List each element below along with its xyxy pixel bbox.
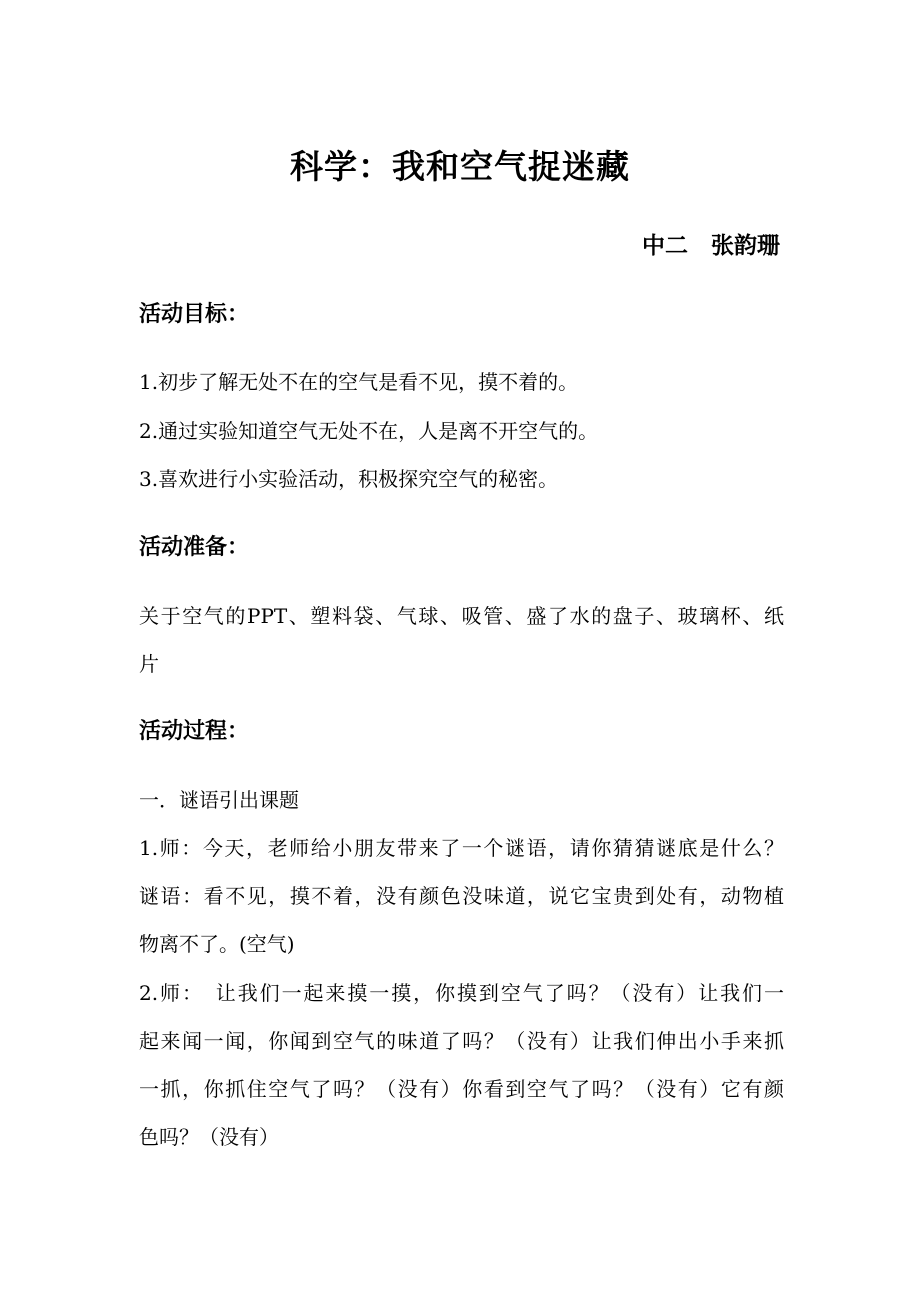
process-line: 2.师： 让我们一起来摸一摸，你摸到空气了吗？（没有）让我们一 bbox=[139, 981, 784, 1005]
process-heading: 活动过程： bbox=[139, 719, 250, 744]
process-line: 色吗？（没有） bbox=[139, 1125, 279, 1149]
goal-item: 3.喜欢进行小实验活动，积极探究空气的秘密。 bbox=[139, 467, 559, 491]
process-line: 谜语：看不见，摸不着，没有颜色没味道，说它宝贵到处有，动物植 bbox=[139, 884, 784, 908]
author-line: 中二 张韵珊 bbox=[642, 233, 780, 259]
preparation-line: 关于空气的PPT、塑料袋、气球、吸管、盛了水的盘子、玻璃杯、纸 bbox=[139, 604, 784, 628]
process-subheading: 一．谜语引出课题 bbox=[139, 788, 299, 812]
process-line: 1.师：今天，老师给小朋友带来了一个谜语，请你猜猜谜底是什么？ bbox=[139, 836, 784, 860]
process-line: 物离不了。(空气) bbox=[139, 932, 295, 956]
goal-item: 2.通过实验知道空气无处不在，人是离不开空气的。 bbox=[139, 419, 599, 443]
document-title: 科学：我和空气捉迷藏 bbox=[290, 147, 630, 186]
goal-item: 1.初步了解无处不在的空气是看不见，摸不着的。 bbox=[139, 370, 579, 394]
preparation-heading: 活动准备： bbox=[139, 535, 250, 560]
process-line: 一抓，你抓住空气了吗？（没有）你看到空气了吗？（没有）它有颜 bbox=[139, 1077, 784, 1101]
goals-heading: 活动目标： bbox=[139, 302, 250, 327]
preparation-line: 片 bbox=[139, 652, 159, 676]
process-line: 起来闻一闻，你闻到空气的味道了吗？（没有）让我们伸出小手来抓 bbox=[139, 1029, 784, 1053]
